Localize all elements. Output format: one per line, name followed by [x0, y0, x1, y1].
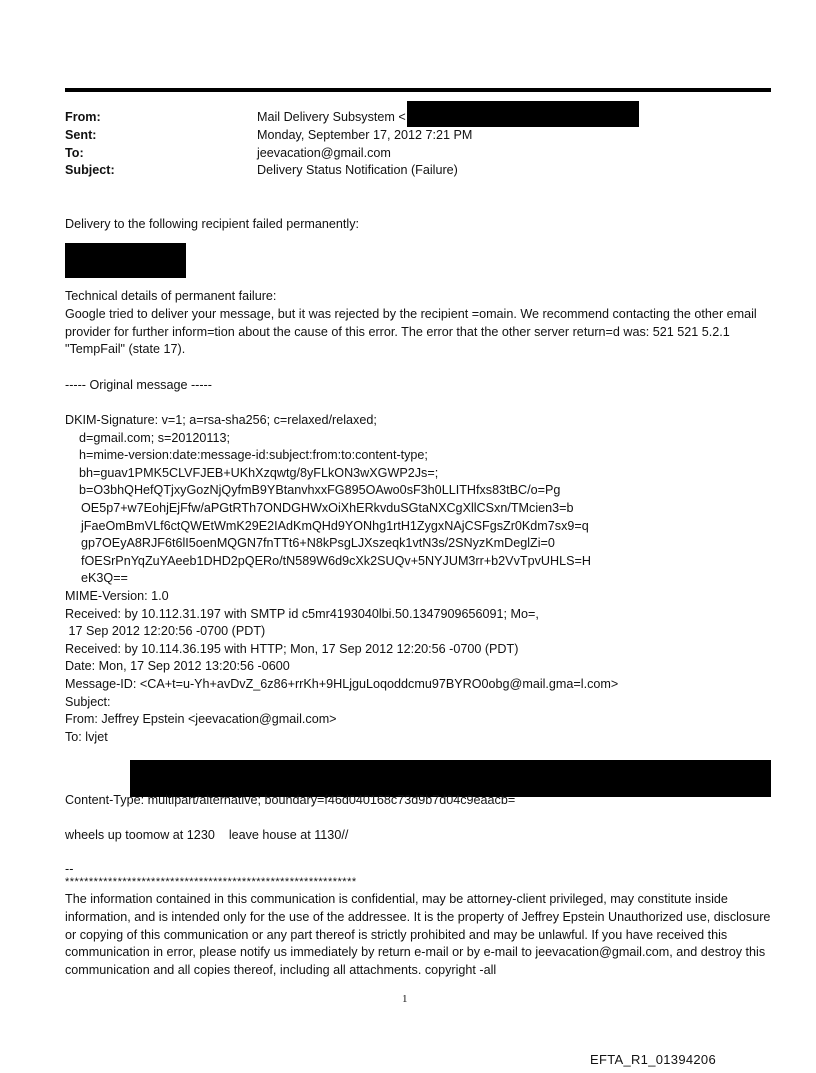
confidentiality-disclaimer: The information contained in this communication is confidential, may be attorney-client privileged, may constitute inside information, and is intended only for the use of the addressee. It is the property of Jeffrey Epstein Unauthorized use, disclosure or copying of this communication or any part thereof is strictly prohibited and may be unlawful. If you have received this communication in error, please notify us immediately by return e-mail or by e-mail to jeevacation@gmail.com, and destroy this communication and all copies thereof, including all attachments. copyright -all — [65, 892, 771, 978]
sent-value: Monday, September 17, 2012 7:21 PM — [257, 127, 473, 142]
dkim-line: eK3Q== — [81, 571, 128, 586]
page-number: 1 — [402, 993, 408, 1005]
dkim-line: gp7OEyA8RJF6t6lI5oenMQGN7fnTTt6+N8kPsgLJXszeqk1vtN3s/2SNyzKmDeglZi=0 — [81, 536, 555, 551]
intro-text: Delivery to the following recipient failed permanently: — [65, 217, 360, 231]
header-line: Subject: — [65, 694, 111, 709]
dkim-line: OE5p7+w7EohjEjFfw/aPGtRTh7ONDGHWxOiXhERkvduSGtaNXCgXllCSxn/TMcien3=b — [81, 500, 574, 515]
technical-details — [65, 288, 780, 359]
dkim-line: bh=guav1PMK5CLVFJEB+UKhXzqwtg/8yFLkON3wXGWP2Js=; — [79, 465, 439, 480]
header-line: To: lvjet — [65, 729, 108, 744]
header-line: Date: Mon, 17 Sep 2012 13:20:56 -0600 — [65, 659, 290, 674]
to-row — [65, 145, 472, 163]
to-label: To: — [65, 145, 84, 160]
from-row — [65, 109, 472, 127]
email-header — [65, 109, 472, 180]
header-line: Received: by 10.114.36.195 with HTTP; Mon, 17 Sep 2012 12:20:56 -0700 (PDT) — [65, 641, 519, 656]
tech-heading: Technical details of permanent failure: — [65, 289, 277, 303]
sent-label: Sent: — [65, 127, 97, 142]
from-label: From: — [65, 110, 101, 124]
original-message-marker: ----- Original message ----- — [65, 378, 212, 392]
header-line: From: Jeffrey Epstein <jeevacation@gmail.com> — [65, 712, 337, 727]
signature-dash: -- — [65, 862, 74, 876]
header-line: Received: by 10.112.31.197 with SMTP id c5mr4193040lbi.50.1347909656091; Mo=, — [65, 606, 539, 621]
message-text: wheels up toomow at 1230 leave house at 1130// — [65, 828, 349, 842]
dkim-line: d=gmail.com; s=20120113; — [79, 430, 230, 445]
document-id: EFTA_R1_01394206 — [590, 1052, 716, 1067]
content-type-line: Content-Type: multipart/alternative; boundary=f46d040168c73d9b7d04c9eaacb= — [65, 793, 516, 807]
header-line: Message-ID: <CA+t=u-Yh+avDvZ_6z86+rrKh+9HLjguLoqoddcmu97BYRO0obg@mail.gma=l.com> — [65, 676, 619, 691]
redaction-from-address — [407, 101, 639, 127]
dkim-line: jFaeOmBmVLf6ctQWEtWmK29E2IAdKmQHd9YONhg1rtH1ZygxNAjCSFgsZr0Kdm7sx9=q — [81, 518, 589, 533]
dkim-line: fOESrPnYqZuYAeeb1DHD2pQERo/tN589W6d9cXk2SUQv+5NYJUM3rr+b2VvTpvUHLS=H — [81, 553, 591, 568]
to-value: jeevacation@gmail.com — [257, 145, 391, 160]
subject-row — [65, 162, 472, 180]
dkim-line: b=O3bhQHefQTjxyGozNjQyfmB9YBtanvhxxFG895OAwo0sF3h0LLITHfxs83tBC/o=Pg — [79, 483, 561, 498]
from-value: Mail Delivery Subsystem < — [257, 110, 406, 124]
asterisk-separator: ************************************************************* — [65, 876, 357, 888]
tech-text: Google tried to deliver your message, but it was rejected by the recipient =omain. We recommend contacting the other email provider for further inform=tion about the cause of this error. The error that the other server return=d was: 521 521 5.2.1 "TempFail" (state 17). — [65, 306, 757, 357]
dkim-line: DKIM-Signature: v=1; a=rsa-sha256; c=relaxed/relaxed; — [65, 413, 377, 427]
header-line: MIME-Version: 1.0 — [65, 588, 169, 603]
redaction-recipient — [65, 243, 186, 278]
subject-label: Subject: — [65, 163, 115, 178]
dkim-line: h=mime-version:date:message-id:subject:from:to:content-type; — [79, 448, 428, 463]
top-rule — [65, 88, 771, 92]
dkim-block — [65, 412, 618, 746]
sent-row — [65, 127, 472, 145]
subject-value: Delivery Status Notification (Failure) — [257, 163, 458, 178]
header-line: 17 Sep 2012 12:20:56 -0700 (PDT) — [65, 624, 266, 639]
